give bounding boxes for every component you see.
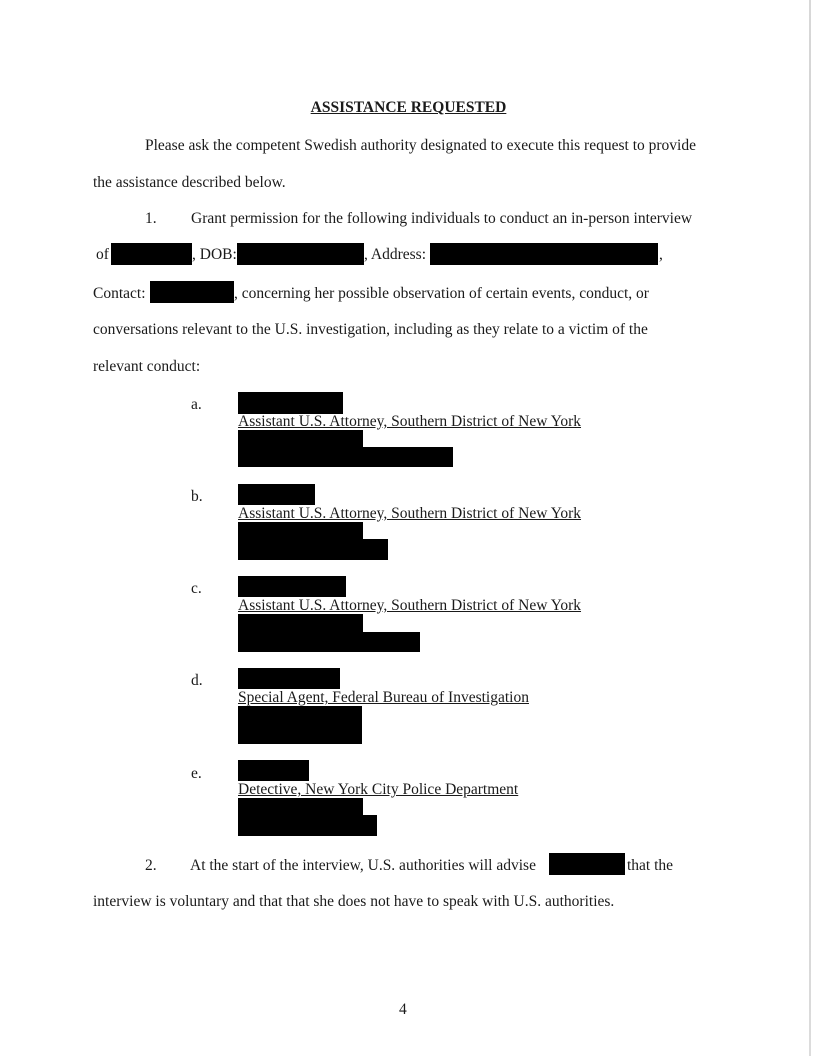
scan-edge (809, 0, 811, 1056)
address-comma: , (659, 246, 663, 263)
intro-line-2: the assistance described below. (93, 174, 286, 191)
individual-e-letter: e. (191, 765, 202, 782)
individual-c-title: Assistant U.S. Attorney, Southern District of New York (238, 597, 582, 614)
redaction-c-name (238, 576, 346, 597)
individual-a-title: Assistant U.S. Attorney, Southern District of New York (238, 413, 582, 430)
item-2-that: that the (627, 857, 674, 874)
individual-d-title: Special Agent, Federal Bureau of Investigation (238, 689, 529, 706)
redaction-e-detail-2 (238, 815, 377, 836)
concerning-text: , concerning her possible observation of certain events, conduct, or (234, 285, 649, 302)
item-2-line-2: interview is voluntary and that that she does not have to speak with U.S. authorities. (93, 893, 615, 910)
redaction-item-2-name (549, 853, 625, 875)
individual-c-letter: c. (191, 580, 202, 597)
item-2-line-1: At the start of the interview, U.S. authorities will advise (190, 857, 536, 874)
redaction-name (111, 243, 192, 265)
redaction-address (430, 243, 658, 265)
redaction-e-name (238, 760, 309, 781)
individual-e-title: Detective, New York City Police Department (238, 781, 519, 798)
redaction-c-detail-1 (238, 614, 363, 632)
redaction-c-detail-2 (238, 632, 420, 652)
intro-line-1: Please ask the competent Swedish authority designated to execute this request to provide (145, 137, 696, 154)
of-label: of (96, 246, 109, 263)
redaction-dob (237, 243, 364, 265)
item-1-line-3: conversations relevant to the U.S. investigation, including as they relate to a victim of the (93, 321, 648, 338)
item-1-line-1: Grant permission for the following individuals to conduct an in-person interview (191, 210, 693, 227)
page-number: 4 (399, 1001, 407, 1018)
redaction-b-detail-1 (238, 522, 363, 539)
redaction-contact (150, 281, 234, 303)
section-heading: ASSISTANCE REQUESTED (310, 99, 507, 116)
redaction-e-detail-1 (238, 798, 363, 815)
redaction-b-detail-2 (238, 539, 388, 560)
redaction-d-name (238, 668, 340, 689)
redaction-a-detail-1 (238, 430, 363, 447)
individual-d-letter: d. (191, 672, 203, 689)
item-1-number: 1. (145, 210, 157, 227)
individual-b-title: Assistant U.S. Attorney, Southern District of New York (238, 505, 582, 522)
redaction-d-detail (238, 706, 362, 744)
redaction-a-name (238, 392, 343, 414)
item-2-number: 2. (145, 857, 157, 874)
address-label: , Address: (364, 246, 426, 263)
dob-label: , DOB: (192, 246, 237, 263)
contact-label: Contact: (93, 285, 146, 302)
individual-a-letter: a. (191, 396, 202, 413)
redaction-b-name (238, 484, 315, 505)
redaction-a-detail-2 (238, 447, 453, 467)
individual-b-letter: b. (191, 488, 203, 505)
item-1-line-4: relevant conduct: (93, 358, 201, 375)
